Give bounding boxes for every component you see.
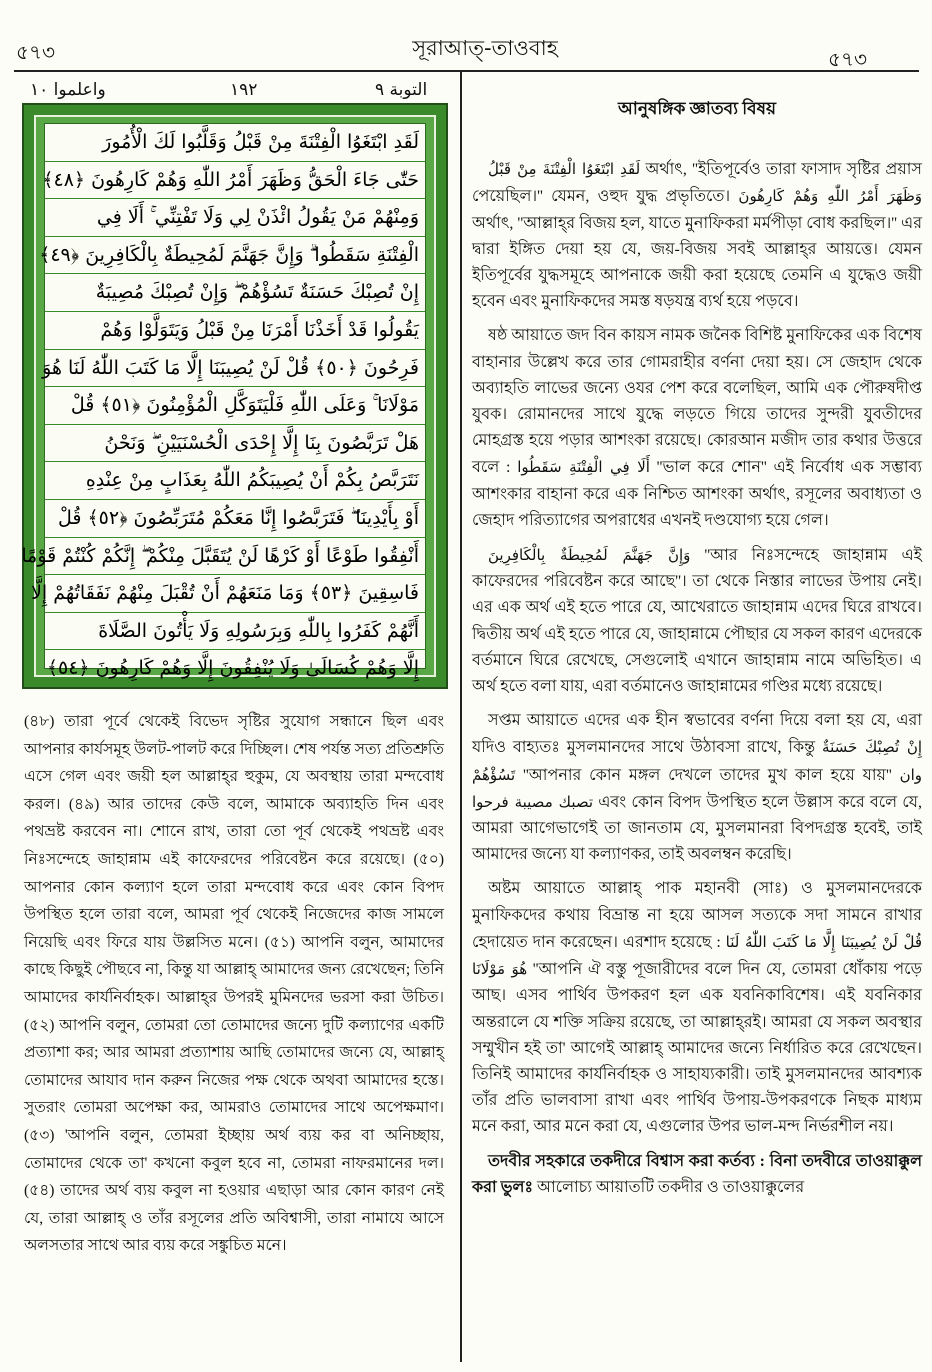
quran-line: يَقُولُوا قَدْ أَخَذْنَا أَمْرَنَا مِنْ قَبْلُ وَيَتَوَلَّوْا وَهُمْ: [45, 312, 425, 350]
page-header-left-number: ৫৭৩: [16, 40, 55, 64]
quran-line: أَوْ بِأَيْدِينَا ۖ فَتَرَبَّصُوا إِنَّا مَعَكُمْ مُتَرَبِّصُونَ ﴿٥٢﴾ قُلْ: [45, 500, 425, 538]
quran-line: لَقَدِ ابْتَغَوُا الْفِتْنَةَ مِنْ قَبْلُ وَقَلَّبُوا لَكَ الْأُمُورَ: [45, 124, 425, 162]
commentary-text: ''আর নিঃসন্দেহে জাহান্নাম এই কাফেরদের পরিবেষ্টন করে আছে''। তা থেকে নিস্তার লাভের উপায় নেই। এর এক অর্থ এই হতে পারে যে, আখেরাতে জাহান্নাম এদের ঘিরে রাখবে। দ্বিতীয় অর্থ এই হতে পারে যে, জাহান্নামে পৌছার যে সকল কারণ এদেরকে বর্তমানে ঘিরে রেখেছে, সেগুলোই এখানে জাহান্নাম নামে অভিহিত। এ অর্থ হতে বলা যায়, এরা বর্তমানেও জাহান্নামের গণ্ডির মধ্যে রয়েছে।: [472, 547, 923, 696]
arabic-quote: قُلْ لَنْ يُصِيبَنَا إِلَّا مَا كَتَبَ اللّٰهُ لَنَا هُوَ مَوْلَانَا: [472, 932, 922, 979]
arabic-quote: وان تصبك مصيبة فرحوا: [472, 765, 922, 811]
column-divider: [460, 72, 462, 1362]
arabic-quote: لَقَدِ ابْتَغَوُا الْفِتْنَةَ مِنْ قَبْلُ: [488, 160, 641, 179]
quran-line: إِنْ تُصِبْكَ حَسَنَةٌ تَسُؤْهُمْ ۖ وَإِنْ تُصِبْكَ مُصِيبَةٌ: [45, 274, 425, 312]
quran-text-block: [21, 123, 426, 680]
arabic-page-number: ١٩٢: [230, 80, 258, 100]
quran-line: فَاسِقِينَ ﴿٥٣﴾ وَمَا مَنَعَهُمْ أَنْ تُقْبَلَ مِنْهُمْ نَفَقَاتُهُمْ إِلَّا: [45, 575, 425, 613]
quran-line: فَرِحُونَ ﴿٥٠﴾ قُلْ لَنْ يُصِيبَنَا إِلَّا مَا كَتَبَ اللّٰهُ لَنَا هُوَ: [45, 350, 425, 388]
commentary-column: [472, 96, 922, 1209]
commentary-text: অর্থাৎ, ''ইতিপূর্বেও তারা ফাসাদ সৃষ্টির প্রয়াস পেয়েছিল।'' যেমন, ওহুদ যুদ্ধ প্রভৃতিতে।: [472, 161, 923, 206]
header-rule: [14, 70, 919, 72]
commentary-paragraph: [472, 156, 922, 315]
quran-frame-border: [21, 115, 436, 680]
quran-frame: [22, 103, 448, 689]
commentary-text: অষ্টম আয়াতে আল্লাহ্‌ পাক মহানবী (সাঃ) ও মুসলমানদেরকে মুনাফিকদের কথায় বিভ্রান্ত না হয়ে আসল সত্যকে সদা সামনে রাখার হেদায়েত দান করেছেন। এরশাদ হয়েছে :: [472, 880, 922, 951]
commentary-text: ''ভাল করে শোন'' এই নির্বোধ এক সম্ভাব্য আশংকার বাহানা করে এক নিশ্চিত আশংকা অর্থাৎ, রসূলের অবাধ্যতা ও জেহাদ পরিত্যাগের অপরাধের এখনই দণ্ডযোগ্য হয়ে গেল।: [472, 459, 923, 529]
commentary-text: এবং কোন বিপদ উপস্থিত হলে উল্লাস করে বলে যে, আমরা আগেভাগেই তা জানতাম যে, মুসলমানরা বিপদগ্রস্ত হবেই, তাই আমাদের জন্যে যা কল্যাণকর, তাই অবলম্বন করেছি।: [472, 793, 922, 864]
arabic-quote: إِنْ تُصِبْكَ حَسَنَةٌ تَسُؤْهُمْ: [472, 738, 923, 784]
quran-line: حَتّٰى جَاءَ الْحَقُّ وَظَهَرَ أَمْرُ اللّٰهِ وَهُمْ كَارِهُونَ ﴿٤٨﴾: [45, 162, 425, 200]
commentary-title: আনুষঙ্গিক জ্ঞাতব্য বিষয়: [618, 99, 776, 118]
arabic-quote: وَإِنَّ جَهَنَّمَ لَمُحِيطَةٌ بِالْكَافِرِينَ: [488, 546, 691, 565]
commentary-paragraph: [472, 708, 922, 868]
page-header-right-number: ৫৭৩: [828, 47, 867, 71]
commentary-text: অর্থাৎ, ''আল্লাহ্‌র বিজয় হল, যাতে মুনাফিকরা মর্মপীড়া বোধ করছিল।'' এর দ্বারা ইঙ্গিত দেয়া হয় যে, জয়-বিজয় সবই আল্লাহ্‌র আয়ত্তে। যেমন ইতিপূর্বের যুদ্ধসমূহে আপনাকে জয়ী করা হয়েছে তেমনি এ যুদ্ধেও জয়ী হবেন এবং মুনাফিকদের সমস্ত ষড়যন্ত্র ব্যর্থ হয়ে পড়বে।: [472, 214, 922, 311]
commentary-paragraph: [472, 542, 922, 700]
arabic-quote: أَلَا فِي الْفِتْنَةِ سَقَطُوا: [517, 458, 650, 477]
translation-text: (৪৮) তারা পূর্বে থেকেই বিভেদ সৃষ্টির সুযোগ সন্ধানে ছিল এবং আপনার কার্যসমূহ উলট-পালট করে দিচ্ছিল। শেষ পর্যন্ত সত্য প্রতিশ্রুতি এসে গেল এবং জয়ী হল আল্লাহ্‌র হুকুম, যে অবস্থায় তারা মন্দবোধ করল। (৪৯) আর তাদের কেউ বলে, আমাকে অব্যাহতি দিন এবং পথভ্রষ্ট করবেন না। শোনে রাখ, তারা তো পূর্ব থেকেই পথভ্রষ্ট এবং নিঃসন্দেহে জাহান্নাম এই কাফেরদের পরিবেষ্টন করে রয়েছে। (৫০) আপনার কোন কল্যাণ হলে তারা মন্দবোধ করে এবং কোন বিপদ উপস্থিত হলে তারা বলে, আমরা পূর্ব থেকেই নিজেদের কাজ সামলে নিয়েছি এবং ফিরে যায় উল্লসিত মনে। (৫১) আপনি বলুন, আমাদের কাছে কিছুই পৌছবে না, কিন্তু যা আল্লাহ্‌ আমাদের জন্য রেখেছেন; তিনি আমাদের কার্যনির্বাহক। আল্লাহ্‌র উপরই মুমিনদের ভরসা করা উচিত। (৫২) আপনি বলুন, তোমরা তো তোমাদের জন্যে দুটি কল্যাণের একটি প্রত্যাশা কর; আর আমরা প্রত্যাশায় আছি তোমাদের জন্যে যে, আল্লাহ্‌ তোমাদের আযাব দান করুন নিজের পক্ষ থেকে অথবা আমাদের হস্তে। সুতরাং তোমরা অপেক্ষা কর, আমরাও তোমাদের সাথে অপেক্ষমাণ। (৫৩) 'আপনি বলুন, তোমরা ইচ্ছায় অর্থ ব্যয় কর বা অনিচ্ছায়, তোমাদের থেকে তা' কখনো কবুল হবে না, তোমরা নাফরমানের দল। (৫৪) তাদের অর্থ ব্যয় কবুল না হওয়ার এছাড়া আর কোন কারণ নেই যে, তারা আল্লাহ্‌ ও তাঁর রসূলের প্রতি অবিশ্বাসী, তারা নামাযে আসে অলসতার সাথে আর ব্যয় করে সঙ্কুচিত মনে।: [24, 713, 444, 1255]
quran-line: إِلَّا وَهُمْ كُسَالَىٰ وَلَا يُنْفِقُونَ إِلَّا وَهُمْ كَارِهُونَ ﴿٥٤﴾: [46, 657, 419, 680]
quran-line: الْفِتْنَةِ سَقَطُوا ۗ وَإِنَّ جَهَنَّمَ لَمُحِيطَةٌ بِالْكَافِرِينَ ﴿٤٩﴾: [45, 237, 425, 275]
commentary-text: ষষ্ঠ আয়াতে জদ বিন কায়স নামক জনৈক বিশিষ্ট মুনাফিকের এক বিশেষ বাহানার উল্লেখ করে তার গোমরাহীর বর্ণনা দেয়া হয়। সে জেহাদ থেকে অব্যাহতি লাভের জন্যে ওযর পেশ করে বলেছিল, আমি এক পৌরুষদীপ্ত যুবক। রোমানদের সাথে যুদ্ধে লড়তে গিয়ে তাদের সুন্দরী যুবতীদের মোহগ্রস্ত হয়ে পড়ার আশংকা রয়েছে। কোরআন মজীদ তার কথার উত্তরে বলে :: [472, 327, 922, 477]
arabic-surah-label: التوبة ٩: [375, 80, 428, 100]
quran-line: أَنَّهُمْ كَفَرُوا بِاللّٰهِ وَبِرَسُولِهِ وَلَا يَأْتُونَ الصَّلَاةَ: [45, 613, 425, 651]
section-heading-bold: তদবীর সহকারে তকদীরে বিশ্বাস করা কর্তব্য : বিনা তদবীরে তাওয়াক্কুল করা ভুলঃ: [472, 1152, 922, 1196]
commentary-text: ''আপনার কোন মঙ্গল দেখলে তাদের মুখ কাল হয়ে যায়'': [523, 766, 892, 784]
arabic-juz-label: واعلموا ١٠: [30, 80, 106, 100]
commentary-text: সপ্তম আয়াতে এদের এক হীন স্বভাবের বর্ণনা দিয়ে বলা হয় যে, এরা যদিও বাহ্যতঃ মুসলমানদের সাথে উঠাবসা রাখে, কিন্তু: [472, 712, 922, 757]
quran-line: وَمِنْهُمْ مَنْ يَقُولُ ائْذَنْ لِي وَلَا تَفْتِنِّي ۚ أَلَا فِي: [45, 199, 425, 237]
commentary-paragraph: [472, 876, 922, 1140]
quran-line: أَنْفِقُوا طَوْعًا أَوْ كَرْهًا لَنْ يُتَقَبَّلَ مِنْكُمْ ۖ إِنَّكُمْ كُنْتُمْ قَوْمًا: [45, 538, 425, 576]
quran-line: هَلْ تَرَبَّصُونَ بِنَا إِلَّا إِحْدَى الْحُسْنَيَيْنِ ۖ وَنَحْنُ: [45, 425, 425, 463]
page-header-title: সূরাআত্‌-তাওবাহ: [412, 36, 558, 60]
commentary-paragraph: [472, 1149, 922, 1201]
commentary-text: আলোচ্য আয়াতটি তকদীর ও তাওয়াক্কুলের: [537, 1178, 805, 1196]
quran-line: نَتَرَبَّصُ بِكُمْ أَنْ يُصِيبَكُمُ اللّٰهُ بِعَذَابٍ مِنْ عِنْدِهِ: [45, 462, 425, 500]
commentary-paragraph: [472, 323, 922, 534]
arabic-quote: وَظَهَرَ أَمْرُ اللّٰهِ وَهُمْ كَارِهُونَ: [738, 187, 922, 206]
quran-line: مَوْلَانَا ۚ وَعَلَى اللّٰهِ فَلْيَتَوَكَّلِ الْمُؤْمِنُونَ ﴿٥١﴾ قُلْ: [45, 387, 425, 425]
commentary-text: ''আপনি ঐ বস্তু পূজারীদের বলে দিন যে, তোমরা ধোঁকায় পড়ে আছ। এসব পার্থিব উপকরণ হল এক যবনিকাবিশেষ। এই যবনিকার অন্তরালে যে শক্তি সক্রিয় রয়েছে, তা আল্লাহ্‌রই। আমরা যে সকল অবস্থার সম্মুখীন হই তা' আগেই আল্লাহ্‌ আমাদের জন্যে নির্ধারিত করে রেখেছেন। তিনিই আমাদের কার্যনির্বাহক ও সাহায্যকারী। তাই মুসলমানদের আবশ্যক তাঁর প্রতি ভালবাসা রাখা এবং পার্থিব উপায়-উপকরণকে নিছক মাধ্যম মনে করা, আর মনে করা যে, এগুলোর উপর ভাল-মন্দ নির্ভরশীল নয়।: [472, 961, 922, 1136]
